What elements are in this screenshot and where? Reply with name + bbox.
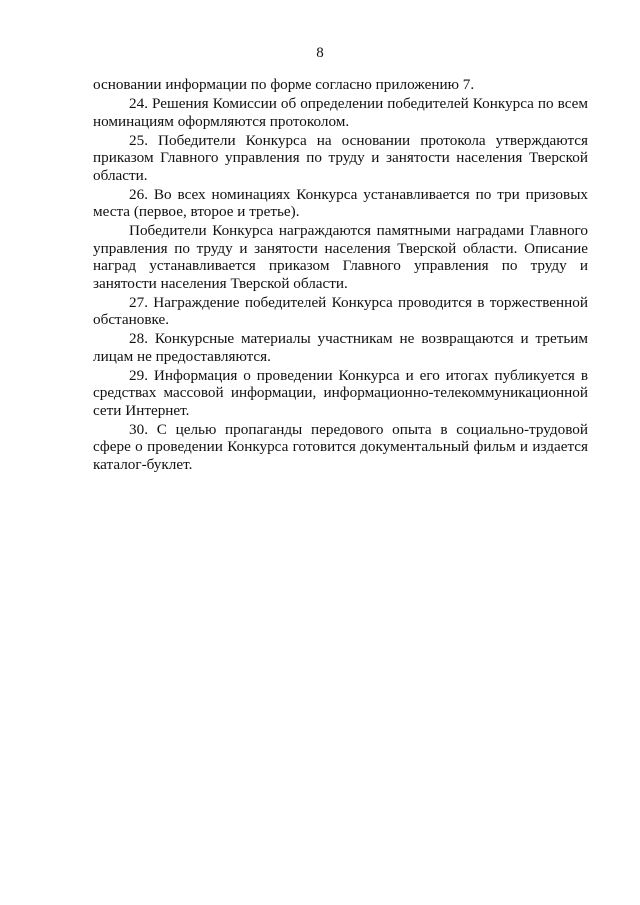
paragraph-awards: Победители Конкурса награждаются памятными наградами Главного управления по труду и занятости населения Тверской области. Описание наград устанавливается приказом Главного управления по труду и занятости населения Тверской области. [93, 222, 588, 292]
paragraph-26: 26. Во всех номинациях Конкурса устанавливается по три призовых места (первое, второе и третье). [93, 185, 588, 220]
paragraph-30: 30. С целью пропаганды передового опыта в социально-трудовой сфере о проведении Конкурса готовится документальный фильм и издается каталог-буклет. [93, 420, 588, 473]
paragraph-25: 25. Победители Конкурса на основании протокола утверждаются приказом Главного управления по труду и занятости населения Тверской области. [93, 131, 588, 184]
paragraph-29: 29. Информация о проведении Конкурса и его итогах публикуется в средствах массовой информации, информационно-телекоммуникационной сети Интернет. [93, 366, 588, 419]
document-body [93, 76, 588, 475]
paragraph-27: 27. Награждение победителей Конкурса проводится в торжественной обстановке. [93, 293, 588, 328]
paragraph-28: 28. Конкурсные материалы участникам не возвращаются и третьим лицам не предоставляются. [93, 330, 588, 365]
page-number: 8 [316, 45, 324, 61]
paragraph-continuation: основании информации по форме согласно приложению 7. [93, 76, 475, 93]
paragraph-24: 24. Решения Комиссии об определении победителей Конкурса по всем номинациям оформляются протоколом. [93, 95, 588, 130]
